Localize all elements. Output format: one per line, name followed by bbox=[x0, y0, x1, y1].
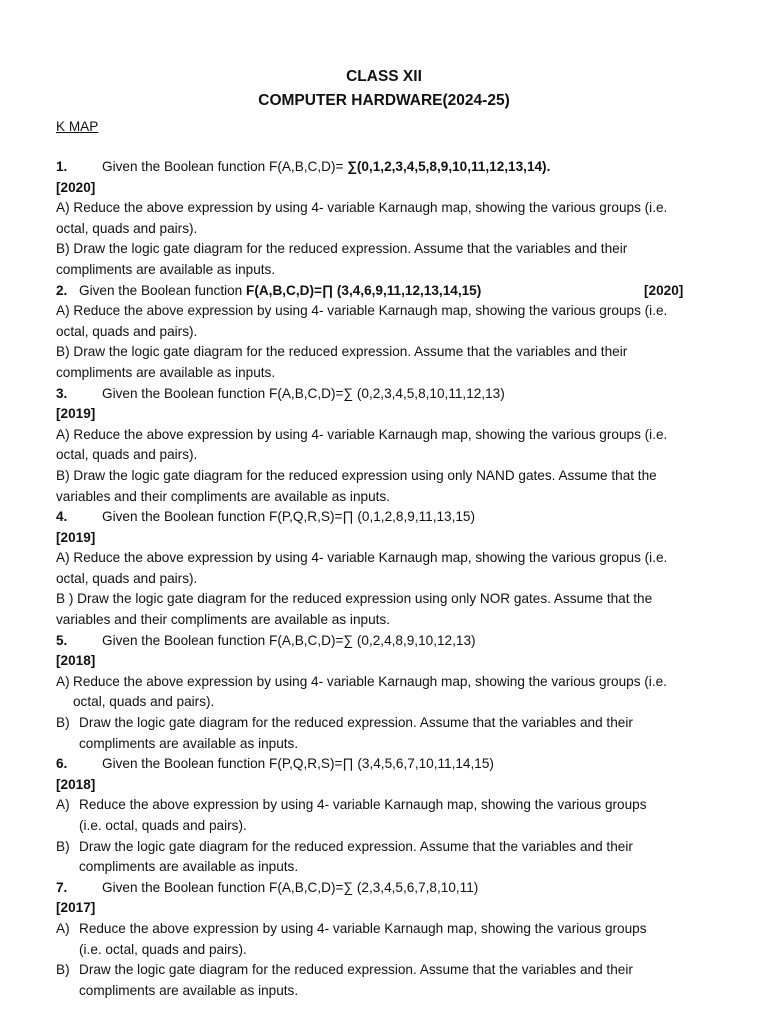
part-b-line bbox=[56, 960, 726, 981]
question-year: [2020] bbox=[56, 179, 96, 195]
part-a-line: octal, quads and pairs). bbox=[73, 694, 215, 710]
part-a-line: octal, quads and pairs). bbox=[56, 570, 198, 586]
part-b-line: B) Draw the logic gate diagram for the reduced expression. Assume that the variables and their bbox=[56, 344, 628, 360]
part-text: Reduce the above expression by using 4- variable Karnaugh map, showing the various groups bbox=[79, 920, 647, 936]
question-number: 2. bbox=[56, 282, 68, 298]
part-b-line: B ) Draw the logic gate diagram for the reduced expression using only NOR gates. Assume that the bbox=[56, 591, 653, 607]
part-b-line: B) Draw the logic gate diagram for the reduced expression. Assume that the variables and their bbox=[56, 241, 628, 257]
part-a-line: octal, quads and pairs). bbox=[56, 323, 198, 339]
part-a-line bbox=[56, 919, 726, 940]
section-title: K MAP bbox=[56, 119, 99, 134]
part-b-line: compliments are available as inputs. bbox=[79, 859, 299, 875]
question-list bbox=[56, 157, 726, 1001]
part-b-line bbox=[56, 713, 726, 734]
part-a-line: A) Reduce the above expression by using 4- variable Karnaugh map, showing the various groups (i.e. bbox=[56, 426, 668, 442]
part-label: A) bbox=[56, 797, 70, 813]
part-label: A) bbox=[56, 673, 70, 689]
question-text: Given the Boolean function F(A,B,C,D)=∑ (0,2,3,4,5,8,10,11,12,13) bbox=[102, 385, 505, 401]
question-2-statement bbox=[56, 281, 726, 302]
part-a-line: octal, quads and pairs). bbox=[56, 447, 198, 463]
part-text: Reduce the above expression by using 4- variable Karnaugh map, showing the various groups (i.e. bbox=[73, 673, 667, 689]
question-7-statement bbox=[56, 878, 726, 899]
question-year: [2018] bbox=[56, 776, 96, 792]
question-1-statement bbox=[56, 157, 726, 178]
question-text: Given the Boolean function bbox=[79, 282, 247, 298]
question-number: 7. bbox=[56, 879, 68, 895]
part-a-line: A) Reduce the above expression by using 4- variable Karnaugh map, showing the various groups (i.e. bbox=[56, 200, 668, 216]
question-text: Given the Boolean function F(P,Q,R,S)=∏ (3,4,5,6,7,10,11,14,15) bbox=[102, 756, 494, 772]
question-year: [2017] bbox=[56, 900, 96, 916]
question-text: Given the Boolean function F(A,B,C,D)=∑ (0,2,4,8,9,10,12,13) bbox=[102, 632, 476, 648]
question-4-statement bbox=[56, 507, 726, 528]
part-a-line: A) Reduce the above expression by using 4- variable Karnaugh map, showing the various gropus (i.e. bbox=[56, 550, 668, 566]
part-text: Draw the logic gate diagram for the reduced expression. Assume that the variables and their bbox=[79, 715, 633, 731]
part-b-line: variables and their compliments are available as inputs. bbox=[56, 612, 390, 628]
part-a-line bbox=[56, 672, 726, 693]
question-year: [2018] bbox=[56, 653, 96, 669]
part-b-line: B) Draw the logic gate diagram for the reduced expression using only NAND gates. Assume that the bbox=[56, 467, 657, 483]
part-b-line bbox=[56, 837, 726, 858]
question-expression: ∑(0,1,2,3,4,5,8,9,10,11,12,13,14). bbox=[347, 159, 551, 174]
class-title: CLASS XII bbox=[346, 68, 422, 85]
part-label: B) bbox=[56, 838, 70, 854]
part-label: B) bbox=[56, 715, 70, 731]
part-b-line: compliments are available as inputs. bbox=[56, 261, 276, 277]
part-a-line: octal, quads and pairs). bbox=[56, 220, 198, 236]
question-number: 3. bbox=[56, 385, 68, 401]
question-year: [2019] bbox=[56, 406, 96, 422]
part-label: B) bbox=[56, 962, 70, 978]
part-text: Reduce the above expression by using 4- variable Karnaugh map, showing the various groups bbox=[79, 797, 647, 813]
question-number: 1. bbox=[56, 159, 68, 174]
question-6-statement bbox=[56, 754, 726, 775]
question-year: [2020] bbox=[644, 282, 684, 298]
question-5-statement bbox=[56, 631, 726, 652]
question-3-statement bbox=[56, 384, 726, 405]
part-a-line: (i.e. octal, quads and pairs). bbox=[79, 818, 247, 833]
question-expression: F(A,B,C,D)=∏ (3,4,6,9,11,12,13,14,15) bbox=[246, 282, 482, 298]
part-text: Draw the logic gate diagram for the reduced expression. Assume that the variables and their bbox=[79, 962, 633, 978]
question-number: 6. bbox=[56, 756, 68, 772]
question-text: Given the Boolean function F(A,B,C,D)= bbox=[102, 159, 348, 174]
part-a-line: (i.e. octal, quads and pairs). bbox=[79, 941, 247, 957]
question-text: Given the Boolean function F(P,Q,R,S)=∏ (0,1,2,8,9,11,13,15) bbox=[102, 509, 476, 525]
question-number: 5. bbox=[56, 632, 68, 648]
question-year: [2019] bbox=[56, 529, 96, 545]
question-number: 4. bbox=[56, 509, 68, 525]
question-text: Given the Boolean function F(A,B,C,D)=∑ (2,3,4,5,6,7,8,10,11) bbox=[102, 879, 479, 895]
part-b-line: compliments are available as inputs. bbox=[79, 982, 299, 998]
part-text: Draw the logic gate diagram for the reduced expression. Assume that the variables and their bbox=[79, 838, 633, 854]
part-b-line: compliments are available as inputs. bbox=[56, 364, 276, 380]
part-a-line: A) Reduce the above expression by using 4- variable Karnaugh map, showing the various groups (i.e. bbox=[56, 303, 668, 319]
subject-title: COMPUTER HARDWARE(2024-25) bbox=[258, 92, 510, 109]
part-b-line: compliments are available as inputs. bbox=[79, 735, 299, 751]
part-b-line: variables and their compliments are available as inputs. bbox=[56, 488, 390, 504]
part-a-line bbox=[56, 795, 726, 816]
part-label: A) bbox=[56, 920, 70, 936]
